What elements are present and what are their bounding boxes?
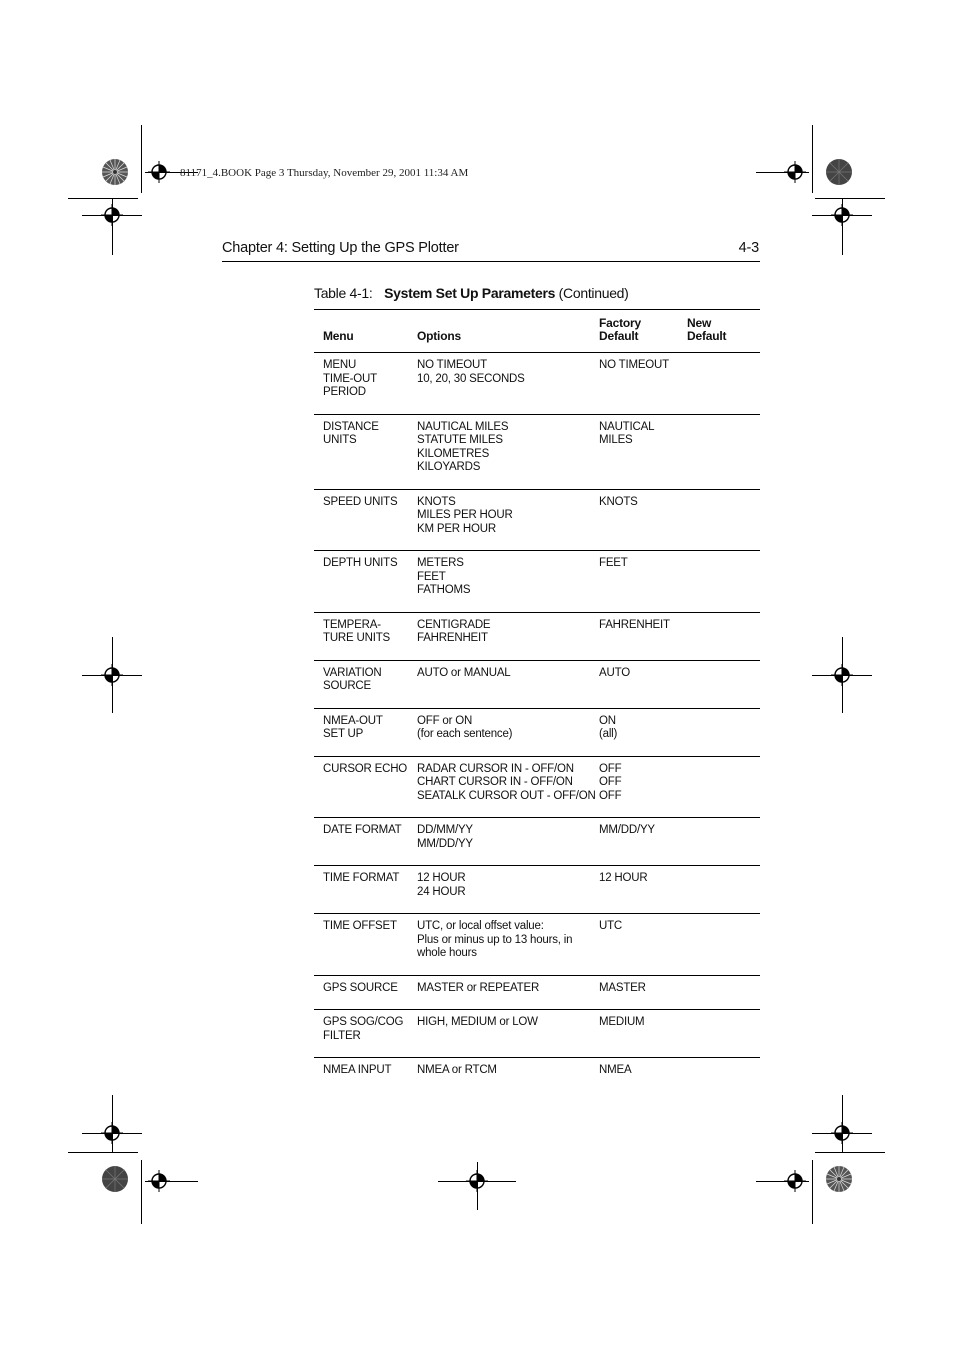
cell-factory-default: FEET xyxy=(599,557,628,569)
registration-mark-icon xyxy=(148,161,170,183)
cell-options: NO TIMEOUT 10, 20, 30 SECONDS xyxy=(417,359,525,385)
column-header-options: Options xyxy=(417,329,461,343)
starburst-mark-icon xyxy=(101,1165,129,1193)
cell-new-default xyxy=(687,975,760,1010)
column-header-menu: Menu xyxy=(323,329,354,343)
table-row xyxy=(314,756,760,818)
column-header-new-default: New Default xyxy=(687,316,727,343)
cell-options: KNOTS MILES PER HOUR KM PER HOUR xyxy=(417,495,513,535)
cell-new-default xyxy=(687,414,760,489)
cell-menu: DATE FORMAT xyxy=(323,824,402,836)
cell-menu: SPEED UNITS xyxy=(323,495,398,508)
cell-menu: DISTANCE UNITS xyxy=(323,420,379,446)
table-row xyxy=(314,818,760,866)
print-slug: 81171_4.BOOK Page 3 Thursday, November 29, 2001 11:34 AM xyxy=(180,167,469,179)
table-row xyxy=(314,914,760,976)
crop-mark xyxy=(815,1152,885,1153)
cell-new-default xyxy=(687,612,760,660)
cell-options: UTC, or local offset value: Plus or minus up to 13 hours, in whole hours xyxy=(417,920,573,959)
chapter-title: Chapter 4: Setting Up the GPS Plotter xyxy=(222,240,459,256)
cell-new-default xyxy=(687,1010,760,1058)
cell-options: HIGH, MEDIUM or LOW xyxy=(417,1016,538,1028)
crop-mark xyxy=(812,1160,813,1224)
crop-mark xyxy=(812,125,813,193)
header-rule xyxy=(222,261,760,262)
cell-menu: TEMPERA- TURE UNITS xyxy=(323,618,391,644)
registration-mark-icon xyxy=(101,1122,123,1144)
cell-options: NMEA or RTCM xyxy=(417,1064,497,1076)
cell-menu: CURSOR ECHO xyxy=(323,762,408,775)
cell-factory-default: MASTER xyxy=(599,981,646,994)
cell-factory-default: FAHRENHEIT xyxy=(599,618,670,631)
cell-menu: MENU TIME-OUT PERIOD xyxy=(323,359,377,398)
cell-factory-default: MEDIUM xyxy=(599,1016,645,1028)
starburst-mark-icon xyxy=(825,158,853,186)
registration-mark-icon xyxy=(831,1122,853,1144)
cell-new-default xyxy=(687,551,760,613)
cell-new-default xyxy=(687,1058,760,1092)
cell-menu: GPS SOG/COG FILTER xyxy=(323,1016,404,1042)
cell-factory-default: ON (all) xyxy=(599,714,618,740)
registration-mark-icon xyxy=(784,161,806,183)
crop-mark xyxy=(141,1160,142,1224)
crop-mark xyxy=(141,125,142,193)
cell-options: METERS FEET FATHOMS xyxy=(417,557,471,596)
cell-options: 12 HOUR 24 HOUR xyxy=(417,872,466,898)
cell-menu: TIME FORMAT xyxy=(323,872,400,884)
registration-mark-icon xyxy=(831,664,853,686)
registration-mark-icon xyxy=(101,664,123,686)
cell-options: RADAR CURSOR IN - OFF/ON CHART CURSOR IN - OFF/ON SEATALK CURSOR OUT - OFF/ON xyxy=(417,762,596,802)
cell-options: CENTIGRADE FAHRENHEIT xyxy=(417,618,491,644)
starburst-mark-icon xyxy=(101,158,129,186)
table-row xyxy=(314,975,760,1010)
cell-options: AUTO or MANUAL xyxy=(417,666,511,679)
cell-factory-default: MM/DD/YY xyxy=(599,824,655,836)
table-row xyxy=(314,551,760,613)
cell-new-default xyxy=(687,660,760,708)
starburst-mark-icon xyxy=(825,1165,853,1193)
cell-factory-default: OFF OFF OFF xyxy=(599,762,622,802)
table-row xyxy=(314,708,760,756)
caption-title: System Set Up Parameters xyxy=(384,285,556,301)
cell-factory-default: AUTO xyxy=(599,666,630,679)
cell-new-default xyxy=(687,818,760,866)
cell-menu: VARIATION SOURCE xyxy=(323,666,382,692)
cell-menu: NMEA-OUT SET UP xyxy=(323,714,383,740)
cell-new-default xyxy=(687,708,760,756)
cell-factory-default: NO TIMEOUT xyxy=(599,359,669,371)
table-row xyxy=(314,1058,760,1092)
registration-mark-icon xyxy=(831,204,853,226)
caption-label: Table 4-1: xyxy=(314,285,373,301)
cell-factory-default: NMEA xyxy=(599,1064,632,1076)
page-number: 4-3 xyxy=(738,240,759,256)
table-row xyxy=(314,489,760,551)
caption-suffix: (Continued) xyxy=(558,285,629,301)
registration-mark-icon xyxy=(148,1170,170,1192)
crop-mark xyxy=(68,1152,138,1153)
table-row xyxy=(314,353,760,415)
crop-mark xyxy=(68,198,138,199)
cell-menu: TIME OFFSET xyxy=(323,920,397,932)
cell-menu: NMEA INPUT xyxy=(323,1064,392,1076)
cell-options: NAUTICAL MILES STATUTE MILES KILOMETRES KILOYARDS xyxy=(417,420,509,473)
cell-menu: GPS SOURCE xyxy=(323,981,398,994)
registration-mark-icon xyxy=(101,204,123,226)
cell-new-default xyxy=(687,489,760,551)
cell-options: DD/MM/YY MM/DD/YY xyxy=(417,824,473,850)
table-caption xyxy=(314,285,629,301)
registration-mark-icon xyxy=(466,1170,488,1192)
cell-menu: DEPTH UNITS xyxy=(323,557,398,569)
cell-new-default xyxy=(687,866,760,914)
table-row xyxy=(314,414,760,489)
table-row xyxy=(314,1010,760,1058)
crop-mark xyxy=(815,198,885,199)
registration-mark-icon xyxy=(784,1170,806,1192)
cell-factory-default: UTC xyxy=(599,920,623,932)
column-header-factory-default: Factory Default xyxy=(599,316,641,343)
cell-factory-default: 12 HOUR xyxy=(599,872,648,884)
cell-factory-default: KNOTS xyxy=(599,495,638,508)
table-header-row xyxy=(314,310,760,353)
cell-factory-default: NAUTICAL MILES xyxy=(599,420,655,446)
cell-new-default xyxy=(687,756,760,818)
cell-options: MASTER or REPEATER xyxy=(417,981,540,994)
cell-new-default xyxy=(687,353,760,415)
table-row xyxy=(314,612,760,660)
table-row xyxy=(314,660,760,708)
parameters-table xyxy=(314,309,760,1092)
cell-options: OFF or ON (for each sentence) xyxy=(417,714,513,740)
table-row xyxy=(314,866,760,914)
cell-new-default xyxy=(687,914,760,976)
